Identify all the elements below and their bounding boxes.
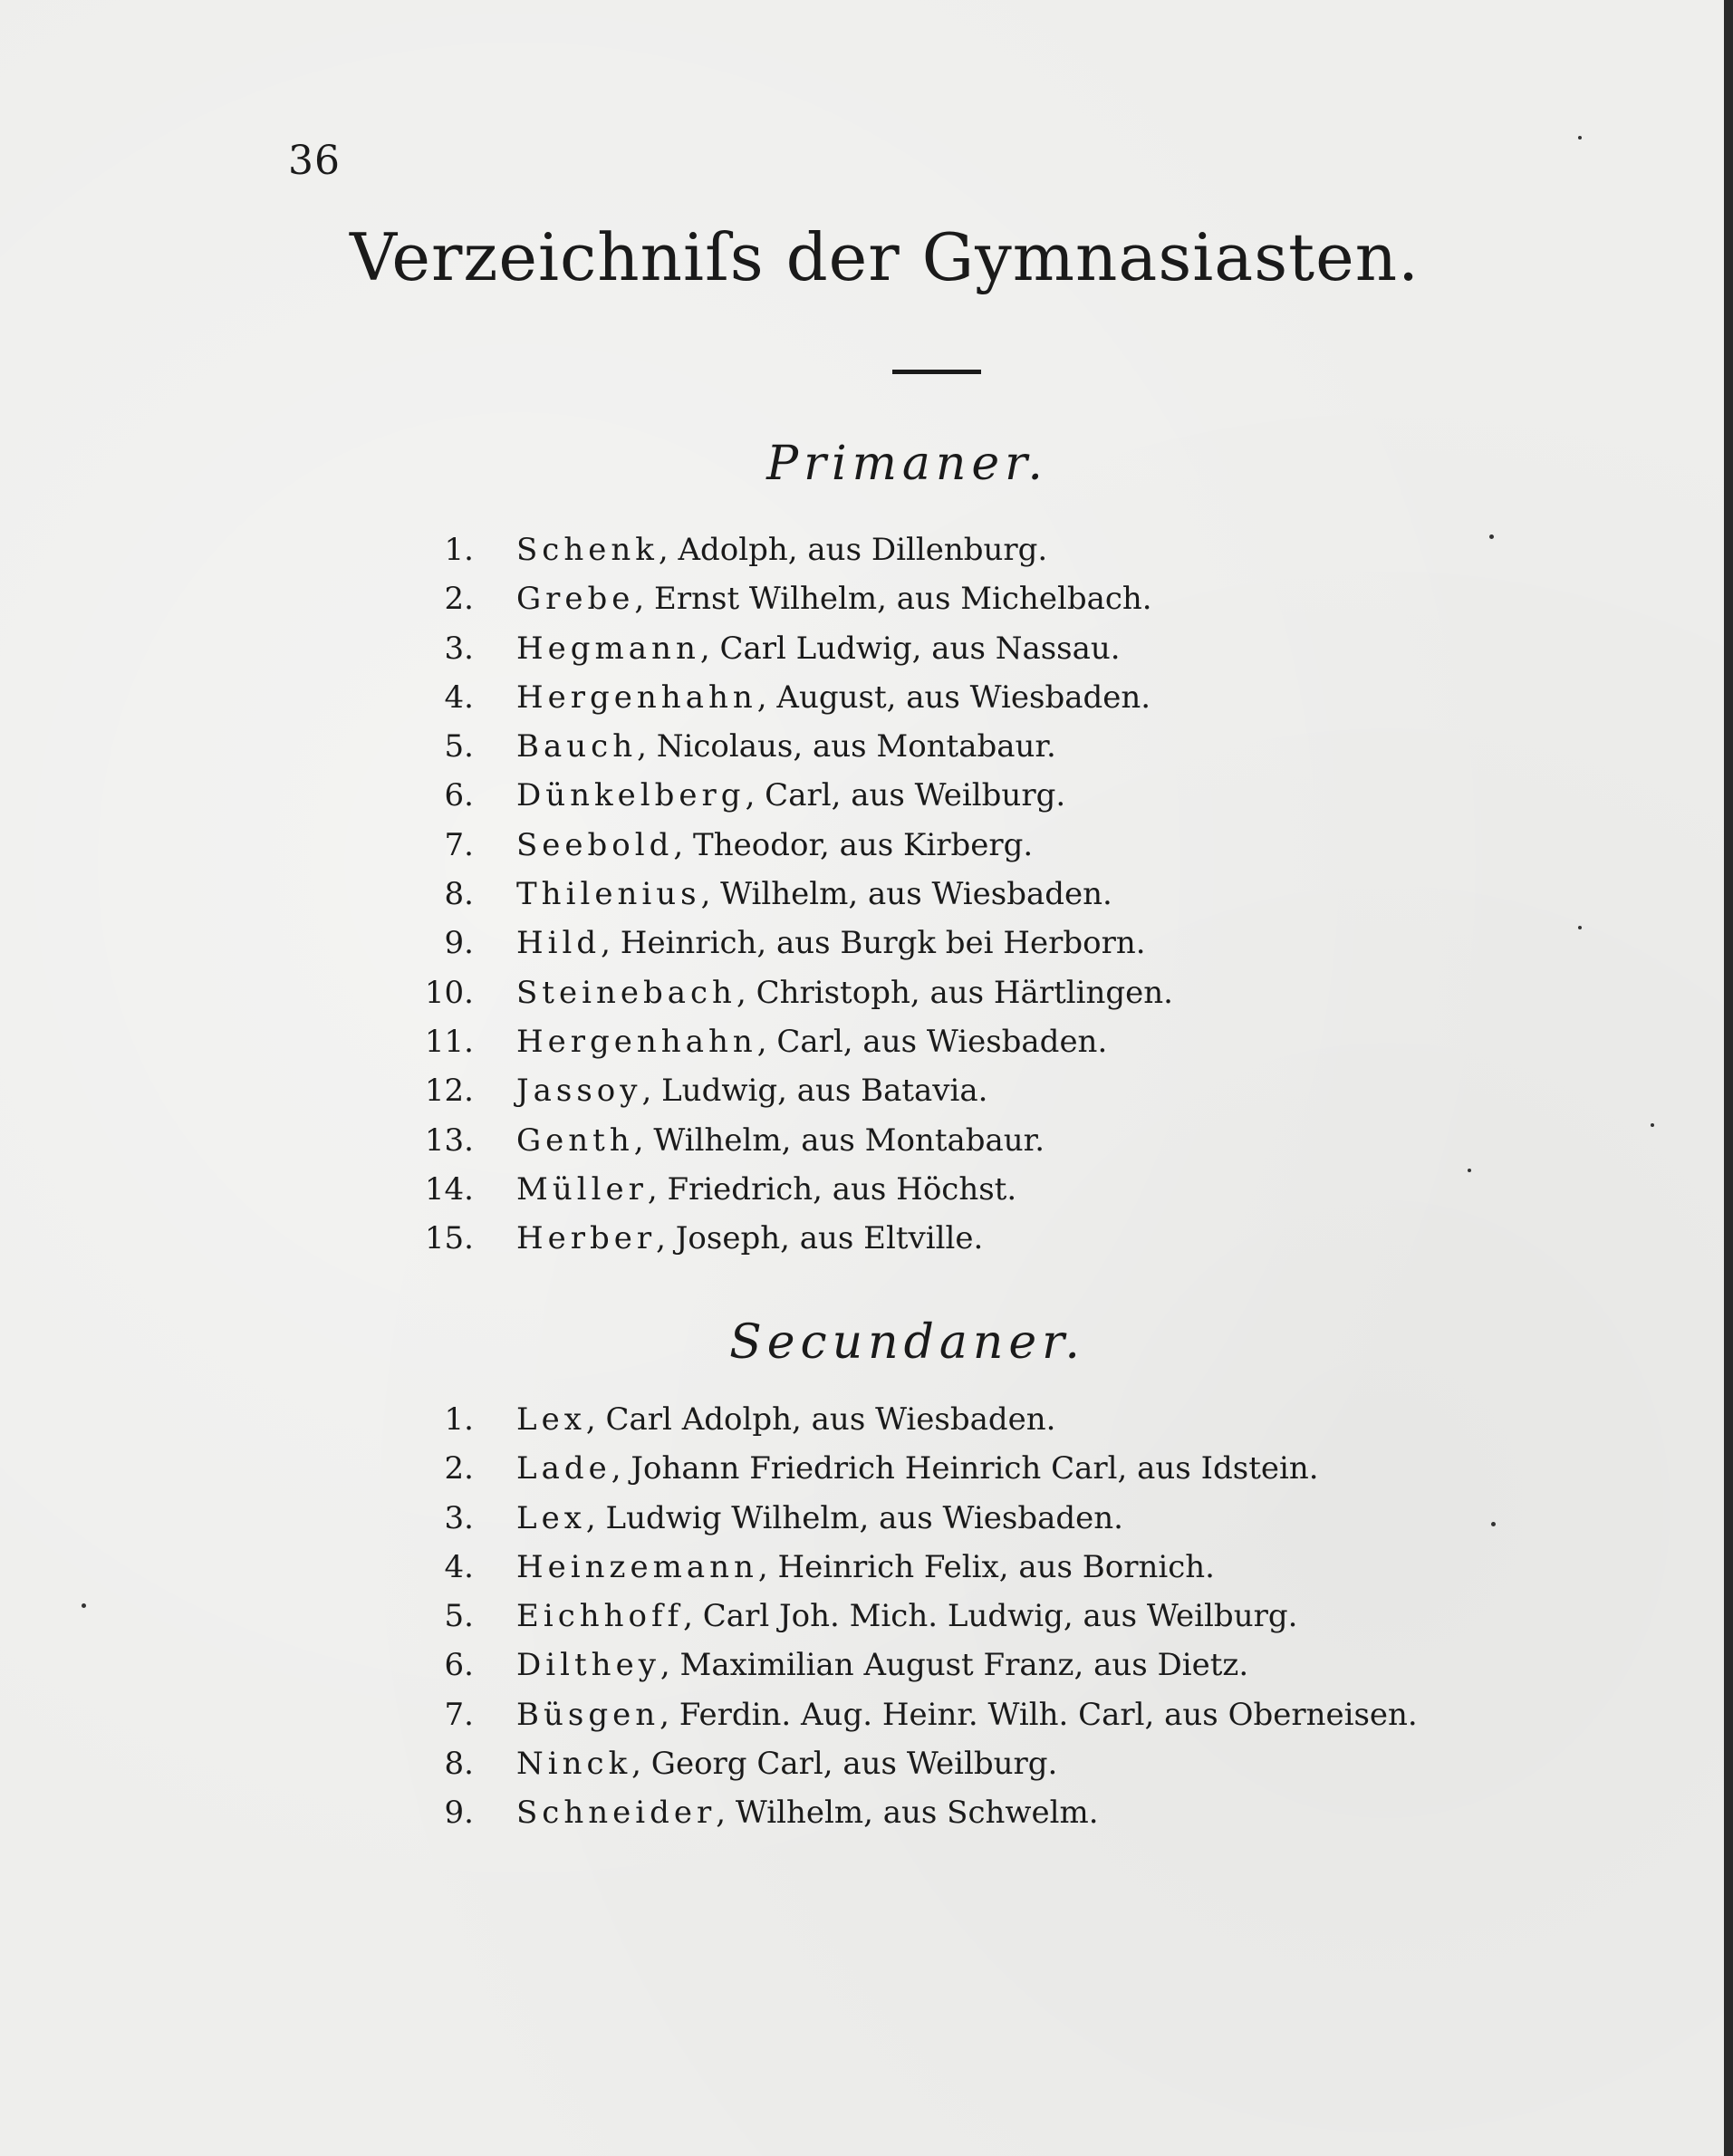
entry-text	[516, 821, 1033, 870]
entry-surname: Lex	[516, 1401, 586, 1438]
page-number: 36	[288, 138, 341, 184]
entry-details: , Wilhelm, aus Montabaur.	[633, 1121, 1045, 1159]
entry-text	[516, 1641, 1248, 1689]
entry-text	[516, 1739, 1057, 1788]
list-item	[0, 1494, 1733, 1543]
entry-surname: Hergenhahn	[516, 1023, 757, 1060]
list-item	[0, 574, 1733, 623]
title-divider	[892, 370, 981, 374]
student-list-secundaner	[0, 1395, 1733, 1838]
entry-text	[516, 525, 1047, 574]
entry-surname: Dilthey	[516, 1647, 660, 1684]
scan-speck	[1578, 136, 1582, 140]
entry-surname: Lade	[516, 1450, 611, 1487]
entry-details: , Carl, aus Wiesbaden.	[756, 1023, 1108, 1060]
list-item	[0, 1165, 1733, 1214]
entry-details: , Georg Carl, aus Weilburg.	[631, 1746, 1058, 1783]
page-title: Verzeichniſs der Gymnasiasten.	[350, 219, 1420, 295]
entry-surname: Hegmann	[516, 630, 700, 667]
entry-number: 2.	[444, 1450, 474, 1487]
entry-number: 9.	[444, 925, 474, 962]
entry-details: , Maximilian August Franz, aus Dietz.	[660, 1647, 1249, 1684]
entry-surname: Dünkelberg	[516, 777, 746, 814]
entry-text	[516, 870, 1112, 919]
entry-surname: Herber	[516, 1220, 657, 1257]
entry-number: 14.	[424, 1170, 474, 1208]
list-item	[0, 821, 1733, 870]
list-item	[0, 870, 1733, 919]
list-item	[0, 919, 1733, 967]
list-item	[0, 1116, 1733, 1165]
entry-text	[516, 624, 1121, 673]
entry-number: 10.	[424, 974, 474, 1011]
list-item	[0, 771, 1733, 820]
list-item	[0, 1214, 1733, 1263]
list-item	[0, 1592, 1733, 1641]
entry-number: 3.	[444, 630, 474, 667]
student-list-primaner	[0, 525, 1733, 1263]
entry-surname: Thilenius	[516, 876, 701, 913]
entry-number: 6.	[444, 1647, 474, 1684]
entry-details: , Christoph, aus Härtlingen.	[736, 974, 1173, 1011]
scan-speck	[1491, 1522, 1496, 1526]
entry-text	[516, 722, 1056, 771]
entry-surname: Büsgen	[516, 1696, 660, 1733]
entry-text	[516, 1494, 1123, 1543]
list-item	[0, 1788, 1733, 1837]
list-item	[0, 1444, 1733, 1493]
entry-surname: Schenk	[516, 532, 659, 568]
entry-surname: Lex	[516, 1499, 586, 1536]
entry-surname: Steinebach	[516, 974, 737, 1011]
entry-number: 3.	[444, 1499, 474, 1536]
entry-number: 4.	[444, 1548, 474, 1585]
entry-number: 15.	[424, 1220, 474, 1257]
entry-details: , Joseph, aus Eltville.	[656, 1220, 984, 1257]
entry-surname: Bauch	[516, 728, 638, 765]
scan-speck	[82, 1603, 86, 1608]
entry-text	[516, 919, 1146, 967]
entry-number: 4.	[444, 679, 474, 716]
entry-surname: Müller	[516, 1170, 648, 1208]
entry-surname: Grebe	[516, 581, 635, 618]
entry-text	[516, 574, 1152, 623]
list-item	[0, 1543, 1733, 1592]
entry-details: , Ferdin. Aug. Heinr. Wilh. Carl, aus Oberneisen.	[660, 1696, 1418, 1733]
entry-text	[516, 1788, 1099, 1837]
entry-text	[516, 1165, 1016, 1214]
entry-details: , Wilhelm, aus Wiesbaden.	[700, 876, 1112, 913]
entry-number: 8.	[444, 876, 474, 913]
entry-number: 13.	[424, 1121, 474, 1159]
entry-text	[516, 1116, 1045, 1165]
list-item	[0, 673, 1733, 722]
entry-text	[516, 1592, 1297, 1641]
entry-surname: Seebold	[516, 826, 674, 863]
list-item	[0, 525, 1733, 574]
entry-surname: Heinzemann	[516, 1548, 758, 1585]
entry-details: , Wilhelm, aus Schwelm.	[716, 1795, 1099, 1832]
entry-surname: Schneider	[516, 1795, 717, 1832]
entry-details: , Carl Ludwig, aus Nassau.	[699, 630, 1121, 667]
entry-text	[516, 1395, 1056, 1444]
entry-details: , Carl Adolph, aus Wiesbaden.	[585, 1401, 1056, 1438]
entry-number: 7.	[444, 1696, 474, 1733]
entry-number: 1.	[444, 532, 474, 568]
entry-number: 1.	[444, 1401, 474, 1438]
list-item	[0, 1395, 1733, 1444]
list-item	[0, 624, 1733, 673]
list-item	[0, 722, 1733, 771]
entry-text	[516, 968, 1173, 1017]
entry-details: , Johann Friedrich Heinrich Carl, aus Idstein.	[611, 1450, 1319, 1487]
list-item	[0, 1017, 1733, 1066]
entry-text	[516, 1690, 1418, 1739]
entry-number: 2.	[444, 581, 474, 618]
scan-speck	[1651, 1123, 1654, 1127]
entry-text	[516, 1066, 987, 1115]
entry-number: 6.	[444, 777, 474, 814]
entry-number: 8.	[444, 1746, 474, 1783]
entry-surname: Jassoy	[516, 1073, 642, 1110]
entry-surname: Hild	[516, 925, 602, 962]
entry-text	[516, 1444, 1319, 1493]
entry-details: , Ludwig, aus Batavia.	[641, 1073, 988, 1110]
entry-details: , August, aus Wiesbaden.	[756, 679, 1151, 716]
entry-number: 5.	[444, 1598, 474, 1635]
entry-text	[516, 673, 1151, 722]
section-heading-primaner: Primaner.	[766, 437, 1048, 491]
list-item	[0, 1690, 1733, 1739]
section-heading-secundaner: Secundaner.	[729, 1315, 1085, 1370]
entry-details: , Ludwig Wilhelm, aus Wiesbaden.	[585, 1499, 1123, 1536]
entry-number: 9.	[444, 1795, 474, 1832]
entry-text	[516, 1543, 1215, 1592]
entry-details: , Carl, aus Weilburg.	[745, 777, 1066, 814]
entry-number: 5.	[444, 728, 474, 765]
entry-surname: Eichhoff	[516, 1598, 684, 1635]
list-item	[0, 1641, 1733, 1689]
scan-speck	[1578, 926, 1582, 929]
entry-details: , Heinrich Felix, aus Bornich.	[757, 1548, 1215, 1585]
entry-surname: Hergenhahn	[516, 679, 757, 716]
entry-details: , Theodor, aus Kirberg.	[673, 826, 1034, 863]
scan-speck	[1468, 1169, 1471, 1172]
entry-number: 12.	[424, 1073, 474, 1110]
entry-number: 11.	[424, 1023, 474, 1060]
entry-details: , Friedrich, aus Höchst.	[647, 1170, 1017, 1208]
entry-text	[516, 1214, 983, 1263]
entry-surname: Genth	[516, 1121, 634, 1159]
entry-surname: Ninck	[516, 1746, 632, 1783]
list-item	[0, 968, 1733, 1017]
entry-number: 7.	[444, 826, 474, 863]
scan-speck	[1489, 534, 1494, 539]
entry-details: , Ernst Wilhelm, aus Michelbach.	[634, 581, 1152, 618]
entry-details: , Carl Joh. Mich. Ludwig, aus Weilburg.	[683, 1598, 1298, 1635]
list-item	[0, 1066, 1733, 1115]
entry-text	[516, 771, 1065, 820]
list-item	[0, 1739, 1733, 1788]
entry-details: , Nicolaus, aus Montabaur.	[637, 728, 1056, 765]
entry-text	[516, 1017, 1107, 1066]
entry-details: , Adolph, aus Dillenburg.	[658, 532, 1048, 568]
entry-details: , Heinrich, aus Burgk bei Herborn.	[601, 925, 1146, 962]
